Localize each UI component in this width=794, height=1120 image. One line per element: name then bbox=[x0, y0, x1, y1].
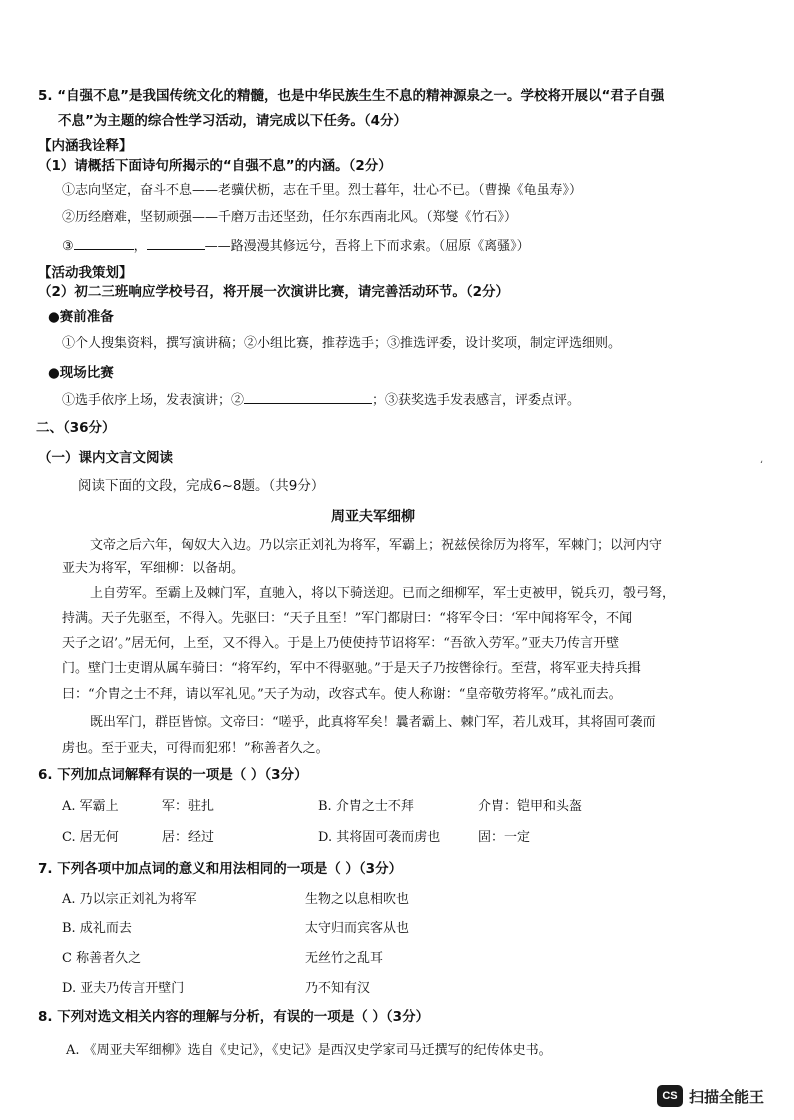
passage-line: 曰：“介胄之士不拜，请以军礼见。”天子为动，改容式车。使人称谢：“皇帝敬劳将军。”成礼而去。 bbox=[62, 687, 622, 702]
q7-stem: 7. 下列各项中加点词的意义和用法相同的一项是（ ）（3分） bbox=[38, 861, 403, 877]
camscanner-icon: CS bbox=[657, 1085, 683, 1107]
q7-option-b: B. 成礼而去 bbox=[62, 921, 132, 936]
q8-stem: 8. 下列对选文相关内容的理解与分析，有误的一项是（ ）（3分） bbox=[38, 1009, 430, 1025]
q6-option-a-exp: 军：驻扎 bbox=[162, 799, 215, 814]
part2-heading: 二、（36分） bbox=[36, 420, 116, 436]
prep-title: ●赛前准备 bbox=[48, 309, 114, 325]
passage-line: 虏也。至于亚夫，可得而犯邪！”称善者久之。 bbox=[62, 741, 329, 756]
passage-line: 既出军门，群臣皆惊。文帝曰：“嗟乎，此真将军矣！曩者霸上、棘门军，若儿戏耳，其将固可袭而 bbox=[90, 715, 656, 730]
section-interpret: 【内涵我诠释】 bbox=[38, 138, 133, 154]
q6-option-c-exp: 居：经过 bbox=[162, 830, 215, 845]
passage-line: 上自劳军。至霸上及棘门军，直驰入，将以下骑送迎。已而之细柳军，军士吏被甲，锐兵刃，彀弓弩， bbox=[90, 586, 676, 601]
answer-blank-1[interactable] bbox=[74, 236, 134, 250]
scanner-watermark bbox=[657, 1085, 764, 1107]
poem-line-2: ②历经磨难，坚韧顽强——千磨万击还坚劲，任尔东西南北风。（郑燮《竹石》） bbox=[62, 210, 518, 225]
q7-option-c: C 称善者久之 bbox=[62, 951, 142, 966]
section-plan: 【活动我策划】 bbox=[38, 265, 133, 281]
prep-text: ①个人搜集资料，撰写演讲稿；②小组比赛，推荐选手；③推选评委，设计奖项，制定评选细则。 bbox=[62, 336, 622, 351]
q7-option-d: D. 亚夫乃传言开壁门 bbox=[62, 981, 185, 996]
passage-line: 天子之诏’。”居无何，上至，又不得入。于是上乃使使持节诏将军：“吾欲入劳军。”亚夫乃传言开壁 bbox=[62, 636, 620, 651]
q7-option-a-pair: 生物之以息相吹也 bbox=[305, 892, 410, 907]
part2-sub: （一）课内文言文阅读 bbox=[38, 450, 173, 466]
q5-sub2: （2）初二三班响应学校号召，将开展一次演讲比赛，请完善活动环节。（2分） bbox=[38, 284, 510, 300]
q5-line2: 不息”为主题的综合性学习活动，请完成以下任务。（4分） bbox=[58, 113, 408, 129]
live-text bbox=[62, 390, 580, 410]
answer-blank-3[interactable] bbox=[244, 390, 372, 404]
answer-blank-2[interactable] bbox=[147, 236, 205, 250]
poem3-rest: ——路漫漫其修远兮，吾将上下而求索。（屈原《离骚》） bbox=[204, 239, 530, 254]
q7-option-d-pair: 乃不知有汉 bbox=[305, 981, 371, 996]
passage-line: 文帝之后六年，匈奴大入边。乃以宗正刘礼为将军，军霸上；祝兹侯徐厉为将军，军棘门；以河内守 bbox=[90, 538, 663, 553]
live-post: ；③获奖选手发表感言，评委点评。 bbox=[372, 393, 581, 408]
q5-line1: 5. “自强不息”是我国传统文化的精髓，也是中华民族生生不息的精神源泉之一。学校将开展以“君子自强 bbox=[38, 88, 665, 104]
part2-instruction: 阅读下面的文段，完成6~8题。（共9分） bbox=[78, 478, 325, 494]
q5-sub1: （1）请概括下面诗句所揭示的“自强不息”的内涵。（2分） bbox=[38, 158, 392, 174]
q8-option-a: A. 《周亚夫军细柳》选自《史记》，《史记》是西汉史学家司马迁撰写的纪传体史书。 bbox=[66, 1043, 552, 1058]
poem3-comma: ， bbox=[133, 239, 147, 254]
q6-option-d: D. 其将固可袭而虏也 bbox=[318, 830, 441, 845]
passage-title: 周亚夫军细柳 bbox=[331, 509, 415, 525]
scan-speck: ʻ̒ bbox=[760, 460, 764, 471]
passage-line: 持满。天子先驱至，不得入。先驱曰：“天子且至！”军门都尉曰：“将军令曰：‘军中闻将军令，不闻 bbox=[62, 611, 633, 626]
watermark-text: 扫描全能王 bbox=[689, 1087, 765, 1106]
q6-option-c: C. 居无何 bbox=[62, 830, 119, 845]
q6-option-d-exp: 固：一定 bbox=[478, 830, 531, 845]
q6-option-a: A. 军霸上 bbox=[62, 799, 119, 814]
poem-line-3 bbox=[62, 236, 530, 256]
live-title: ●现场比赛 bbox=[48, 365, 114, 381]
q6-option-b: B. 介胄之士不拜 bbox=[318, 799, 414, 814]
live-pre: ①选手依序上场，发表演讲；② bbox=[62, 393, 245, 408]
passage-line: 亚夫为将军，军细柳：以备胡。 bbox=[62, 561, 245, 576]
q6-stem: 6. 下列加点词解释有误的一项是（ ）（3分） bbox=[38, 767, 308, 783]
q7-option-b-pair: 太守归而宾客从也 bbox=[305, 921, 410, 936]
q6-option-b-exp: 介胄：铠甲和头盔 bbox=[478, 799, 583, 814]
q7-option-a: A. 乃以宗正刘礼为将军 bbox=[62, 892, 197, 907]
poem3-marker: ③ bbox=[62, 239, 74, 254]
poem-line-1: ①志向坚定，奋斗不息——老骥伏枥，志在千里。烈士暮年，壮心不已。（曹操《龟虽寿》） bbox=[62, 183, 583, 198]
q7-option-c-pair: 无丝竹之乱耳 bbox=[305, 951, 384, 966]
passage-line: 门。壁门士吏谓从属车骑曰：“将军约，军中不得驱驰。”于是天子乃按辔徐行。至营，将军亚夫持兵揖 bbox=[62, 661, 641, 676]
